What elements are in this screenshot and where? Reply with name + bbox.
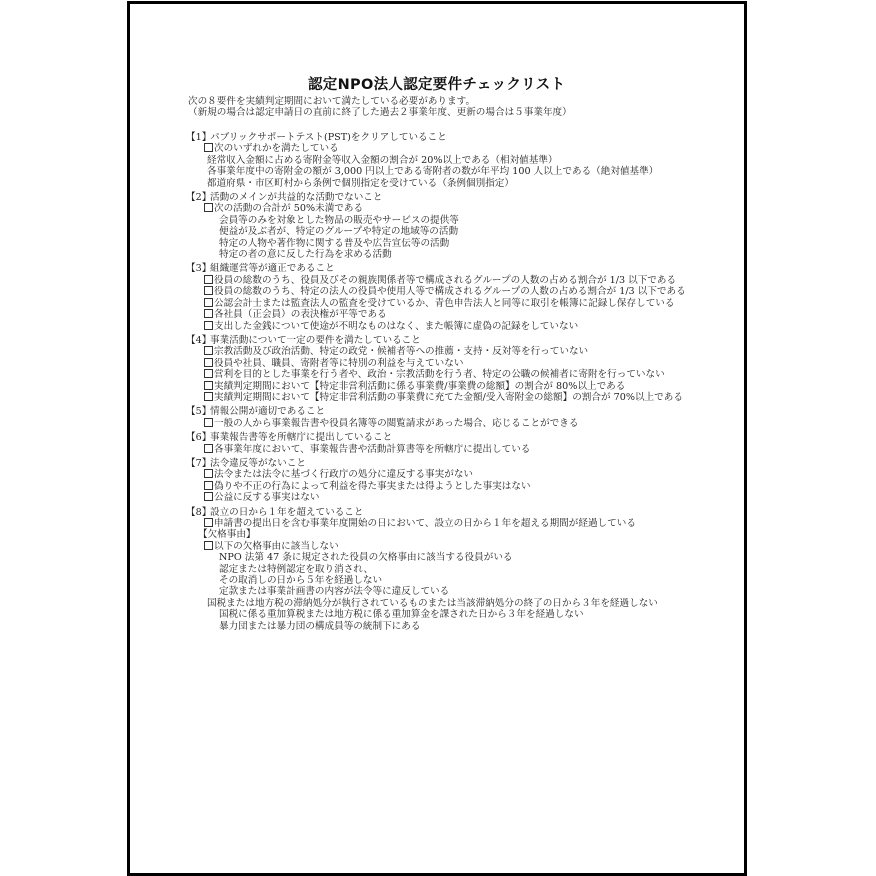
- item-text: 役員や社員、職員、寄附者等に特別の利益を与えていない: [214, 357, 464, 369]
- section-number: 【7】: [186, 457, 212, 469]
- checklist-item: [195, 444, 696, 455]
- item-text: 公認会計士または監査法人の監査を受けているか、青色申告法人と同等に取引を帳簿に記録し保存している: [214, 297, 675, 309]
- checkbox-icon[interactable]: [204, 541, 213, 550]
- checklist-item: [195, 492, 696, 503]
- section-number: 【1】: [186, 132, 212, 143]
- item-text: 偽りや不正の行為によって利益を得た事実または得ようとした事実はない: [214, 480, 531, 492]
- sub-item: 定款または事業計画書の内容が法令等に違反している: [219, 586, 450, 598]
- checkbox-icon[interactable]: [204, 203, 213, 212]
- section-title: 事業活動について一定の要件を満たしていること: [210, 334, 421, 346]
- section-number: 【4】: [186, 334, 212, 346]
- checkbox-icon[interactable]: [204, 492, 213, 501]
- intro-line: （新規の場合は認定申請日の直前に終了した過去２事業年度、更新の場合は５事業年度）: [188, 107, 572, 119]
- section-3: [186, 263, 696, 331]
- item-text: 各事業年度において、事業報告書や活動計算書等を所轄庁に提出している: [214, 443, 531, 455]
- requirements-list: [186, 132, 696, 635]
- sub-item: 経常収入金額に占める寄附金等収入金額の割合が 20%以上である（相対値基準）: [207, 154, 558, 166]
- item-text: 一般の人から事業報告書や役員名簿等の閲覧請求があった場合、応じることができる: [214, 417, 579, 429]
- sub-item: 便益が及ぶ者が、特定のグループや特定の地域等の活動: [219, 226, 459, 238]
- section-number: 【3】: [186, 263, 212, 275]
- checkbox-icon[interactable]: [204, 298, 213, 307]
- section-heading: [186, 507, 696, 518]
- section-title: 組織運営等が適正であること: [210, 263, 335, 275]
- checklist-item: [195, 358, 696, 369]
- item-text: 宗教活動及び政治活動、特定の政党・候補者等への推薦・支持・反対等を行っていない: [214, 346, 589, 358]
- checklist-item: [195, 143, 696, 154]
- section-heading: [186, 432, 696, 443]
- section-number: 【5】: [186, 406, 212, 418]
- item-text: 実績判定期間において【特定非営利活動の事業費に充てた金額/受入寄附金の総額】の割合が 70%以上である: [214, 391, 683, 403]
- sub-item: 国税または地方税の滞納処分が執行されているものまたは当該滞納処分の終了の日から３年を経過しない: [207, 597, 658, 609]
- section-4: [186, 335, 696, 403]
- checkbox-icon[interactable]: [204, 321, 213, 330]
- checkbox-icon[interactable]: [204, 481, 213, 490]
- item-text: 役員の総数のうち、役員及びその親族関係者等で構成されるグループの人数の占める割合が 1/3 以下である: [214, 274, 677, 286]
- sub-item: その取消しの日から５年を経過しない: [219, 575, 383, 587]
- checklist-item: [195, 309, 696, 320]
- section-1: [186, 132, 696, 189]
- sub-item: 都道府県・市区町村から条例で個別指定を受けている（条例個別指定）: [207, 177, 514, 189]
- item-text: 次の活動の合計が 50%未満である: [214, 203, 364, 215]
- section-5: [186, 406, 696, 429]
- item-text: 各社員（正会員）の表決権が平等である: [214, 309, 387, 321]
- checklist-item: [195, 381, 696, 392]
- section-title: 情報公開が適切であること: [210, 406, 326, 418]
- checkbox-icon[interactable]: [204, 381, 213, 390]
- section-heading: [186, 335, 696, 346]
- item-text: 法令または法令に基づく行政庁の処分に違反する事実がない: [214, 469, 474, 481]
- sub-item: 特定の者の意に反した行為を求める活動: [219, 249, 392, 261]
- section-heading: [186, 263, 696, 274]
- section-heading: [186, 192, 696, 203]
- checkbox-icon[interactable]: [204, 358, 213, 367]
- checklist-item: [195, 392, 696, 403]
- section-heading: [186, 458, 696, 469]
- section-2: [186, 192, 696, 260]
- sub-item: 各事業年度中の寄附金の額が 3,000 円以上である寄附者の数が年平均 100 人以上である（絶対値基準）: [207, 166, 659, 178]
- intro-text: [188, 96, 572, 119]
- item-text: 次のいずれかを満たしている: [214, 143, 339, 155]
- checklist-item: [195, 369, 696, 380]
- item-text: 公益に反する事実はない: [214, 492, 320, 504]
- item-text: 営利を目的とした事業を行う者や、政治・宗教活動を行う者、特定の公職の候補者に寄附を行っていない: [214, 369, 665, 381]
- section-title: 活動のメインが共益的な活動でないこと: [210, 192, 383, 204]
- checkbox-icon[interactable]: [204, 469, 213, 478]
- item-text: 実績判定期間において【特定非営利活動に係る事業費/事業費の総額】の割合が 80%以上である: [214, 380, 626, 392]
- section-6: [186, 432, 696, 455]
- section-title: パブリックサポートテスト(PST)をクリアしていること: [210, 132, 447, 143]
- checkbox-icon[interactable]: [204, 309, 213, 318]
- sub-item: NPO 法第 47 条に規定された役員の欠格事由に該当する役員がいる: [219, 552, 513, 564]
- section-number: 【8】: [186, 506, 212, 518]
- checklist-item: [195, 275, 696, 286]
- sub-item: 認定または特例認定を取り消され、: [219, 563, 374, 575]
- item-text: 申請書の提出日を含む事業年度開始の日において、設立の日から１年を超える期間が経過している: [214, 518, 636, 529]
- item-text: 支出した金銭について使途が不明なものはなく、また帳簿に虚偽の記録をしていない: [214, 320, 579, 332]
- section-8: [186, 507, 696, 632]
- item-text: 以下の欠格事由に該当しない: [214, 540, 339, 552]
- item-text: 役員の総数のうち、特定の法人の役員や使用人等で構成されるグループの人数の占める割合が 1/3 以下である: [214, 286, 686, 298]
- checkbox-icon[interactable]: [204, 286, 213, 295]
- section-number: 【2】: [186, 192, 212, 204]
- checkbox-icon[interactable]: [204, 418, 213, 427]
- checkbox-icon[interactable]: [204, 143, 213, 152]
- checkbox-icon[interactable]: [204, 444, 213, 453]
- checklist-item: [195, 541, 696, 552]
- document-page: [127, 1, 747, 876]
- section-title: 事業報告書等を所轄庁に提出していること: [210, 432, 393, 444]
- section-title: 法令違反等がないこと: [210, 457, 306, 469]
- checkbox-icon[interactable]: [204, 346, 213, 355]
- section-heading: [186, 132, 696, 143]
- section-title: 設立の日から１年を超えていること: [210, 506, 364, 518]
- checkbox-icon[interactable]: [204, 275, 213, 284]
- checklist-item: [195, 418, 696, 429]
- page-title: 認定NPO法人認定要件チェックリスト: [308, 77, 566, 93]
- sub-item: 会員等のみを対象とした物品の販売やサービスの提供等: [219, 214, 459, 226]
- sub-item: 特定の人物や著作物に関する普及や広告宣伝等の活動: [219, 237, 450, 249]
- checklist-item: [195, 469, 696, 480]
- sub-item: 国税に係る重加算税または地方税に係る重加算金を課された日から３年を経過しない: [219, 609, 584, 621]
- section-7: [186, 458, 696, 504]
- checklist-item: [195, 518, 696, 529]
- section-heading: [186, 406, 696, 417]
- intro-line: 次の８要件を実績判定期間において満たしている必要があります。: [188, 96, 476, 107]
- section-number: 【6】: [186, 432, 212, 444]
- checklist-item: [195, 286, 696, 297]
- checkbox-icon[interactable]: [204, 392, 213, 401]
- disqualification-heading: 【欠格事由】: [198, 529, 256, 541]
- checklist-item: [195, 481, 696, 492]
- checkbox-icon[interactable]: [204, 369, 213, 378]
- checklist-item: [195, 203, 696, 214]
- checklist-item: [195, 298, 696, 309]
- sub-item: 暴力団または暴力団の構成員等の統制下にある: [219, 620, 421, 632]
- checklist-item: [195, 346, 696, 357]
- checkbox-icon[interactable]: [204, 518, 213, 527]
- checklist-item: [195, 321, 696, 332]
